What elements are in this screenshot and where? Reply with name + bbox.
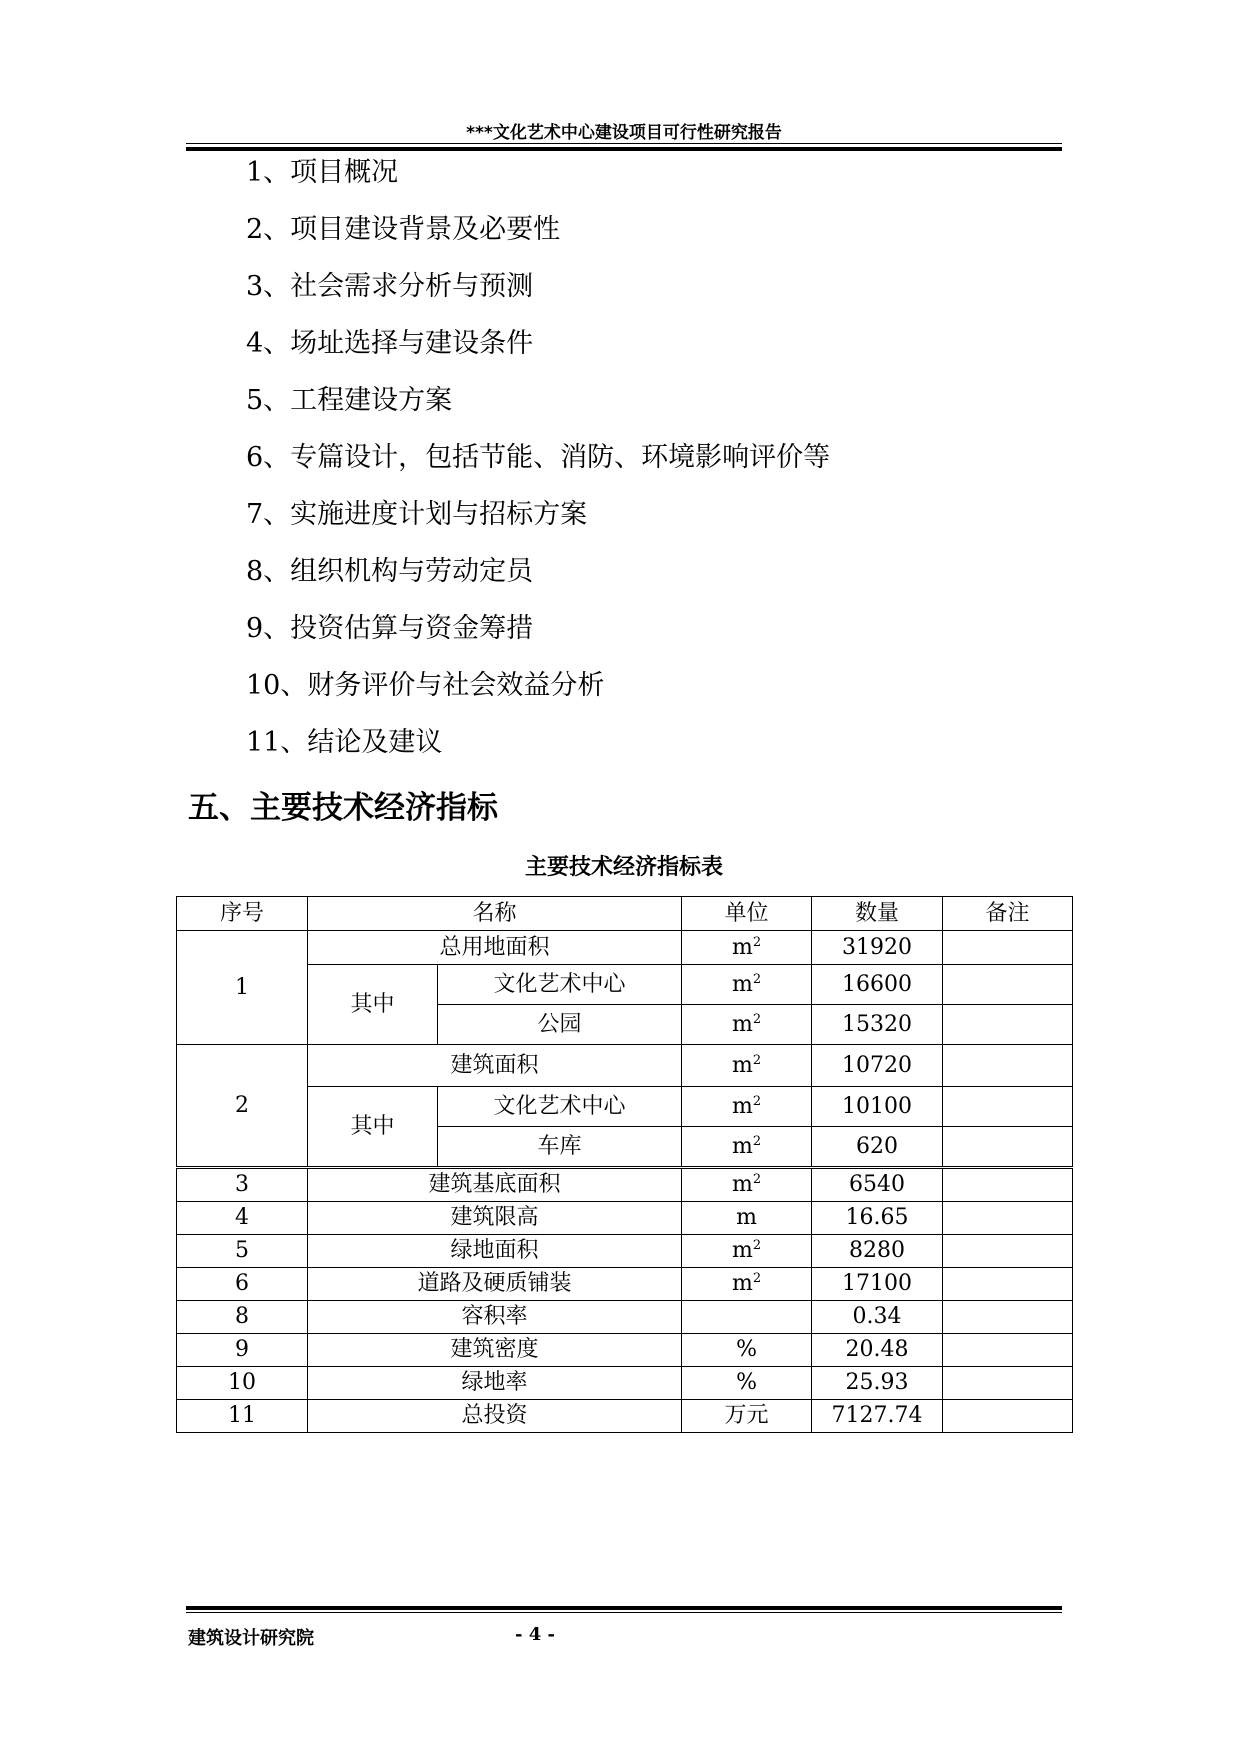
item-remark [943,1334,1073,1367]
item-name: 总用地面积 [308,931,682,965]
table-row [177,1301,1073,1334]
table-row [177,1400,1073,1433]
item-unit: $m^2$ [682,1268,812,1301]
item-name: 车库 [438,1127,682,1168]
subgroup-label: 其中 [308,1087,438,1168]
item-name: 建筑面积 [308,1045,682,1087]
item-unit: $m^2$ [682,931,812,965]
item-unit: $m^2$ [682,965,812,1005]
table-header-row [177,897,1073,931]
contents-item: 8、组织机构与劳动定员 [246,556,534,587]
item-name: 文化艺术中心 [438,1087,682,1127]
item-unit [682,1301,812,1334]
item-remark [943,1301,1073,1334]
table-row [177,1268,1073,1301]
item-name: 建筑密度 [308,1334,682,1367]
item-name: 建筑基底面积 [308,1168,682,1202]
row-number: 6 [177,1268,308,1301]
row-number: 5 [177,1235,308,1268]
table-row [177,931,1073,965]
item-remark [943,1087,1073,1127]
item-quantity: 0.34 [812,1301,943,1334]
table-caption: 主要技术经济指标表 [524,855,723,880]
subgroup-label: 其中 [308,965,438,1045]
item-remark [943,1202,1073,1235]
item-quantity: 15320 [812,1005,943,1045]
footer-rule-thin [186,1612,1062,1613]
table-row [177,1202,1073,1235]
item-remark [943,1367,1073,1400]
contents-list [246,150,830,777]
item-quantity: 620 [812,1127,943,1168]
item-remark [943,1168,1073,1202]
item-quantity: 7127.74 [812,1400,943,1433]
item-unit: $m^2$ [682,1168,812,1202]
header-cell-remark: 备注 [943,897,1073,931]
item-unit: $m^2$ [682,1235,812,1268]
contents-item: 6、专篇设计，包括节能、消防、环境影响评价等 [246,442,831,473]
item-unit: $m^2$ [682,1045,812,1087]
row-number: 2 [177,1045,308,1168]
table-row [177,965,1073,1005]
item-name: 绿地面积 [308,1235,682,1268]
item-unit: % [682,1334,812,1367]
table-row [177,1168,1073,1202]
item-quantity: 16600 [812,965,943,1005]
contents-item: 1、项目概况 [246,157,399,188]
table-row [177,1087,1073,1127]
contents-item: 11、结论及建议 [246,727,443,758]
item-unit: $m^2$ [682,1005,812,1045]
item-quantity: 8280 [812,1235,943,1268]
section-heading: 五、主要技术经济指标 [188,790,498,826]
indicators-table [176,896,1073,1433]
item-remark [943,1400,1073,1433]
item-remark [943,1005,1073,1045]
contents-item: 2、项目建设背景及必要性 [246,214,561,245]
row-number: 1 [177,931,308,1045]
contents-item: 9、投资估算与资金筹措 [246,613,534,644]
item-quantity: 16.65 [812,1202,943,1235]
item-quantity: 10100 [812,1087,943,1127]
item-unit: $m^2$ [682,1127,812,1168]
item-quantity: 31920 [812,931,943,965]
page-number: - 4 - [515,1624,555,1645]
item-remark [943,1268,1073,1301]
table-row [177,1235,1073,1268]
item-name: 建筑限高 [308,1202,682,1235]
table-row [177,1367,1073,1400]
item-unit: $m^2$ [682,1087,812,1127]
footer-organization: 建筑设计研究院 [188,1628,314,1649]
row-number: 4 [177,1202,308,1235]
header-cell-name: 名称 [308,897,682,931]
row-number: 10 [177,1367,308,1400]
item-remark [943,1235,1073,1268]
item-remark [943,1127,1073,1168]
item-name: 道路及硬质铺装 [308,1268,682,1301]
row-number: 8 [177,1301,308,1334]
contents-item: 10、财务评价与社会效益分析 [246,670,605,701]
item-quantity: 20.48 [812,1334,943,1367]
item-name: 公园 [438,1005,682,1045]
document-header-title: ***文化艺术中心建设项目可行性研究报告 [466,123,782,143]
table-row [177,1045,1073,1087]
item-remark [943,965,1073,1005]
contents-item: 5、工程建设方案 [246,385,453,416]
header-cell-no: 序号 [177,897,308,931]
header-cell-qty: 数量 [812,897,943,931]
item-quantity: 6540 [812,1168,943,1202]
item-remark [943,931,1073,965]
item-name: 总投资 [308,1400,682,1433]
item-remark [943,1045,1073,1087]
item-name: 绿地率 [308,1367,682,1400]
item-unit: m [682,1202,812,1235]
header-cell-unit: 单位 [682,897,812,931]
item-quantity: 17100 [812,1268,943,1301]
item-name: 文化艺术中心 [438,965,682,1005]
table-row [177,1334,1073,1367]
item-quantity: 10720 [812,1045,943,1087]
row-number: 3 [177,1168,308,1202]
row-number: 9 [177,1334,308,1367]
footer-rule-thick [186,1606,1062,1610]
contents-item: 7、实施进度计划与招标方案 [246,499,588,530]
item-unit: % [682,1367,812,1400]
contents-item: 3、社会需求分析与预测 [246,271,534,302]
item-unit: 万元 [682,1400,812,1433]
row-number: 11 [177,1400,308,1433]
header-rule-thin [186,143,1062,144]
item-name: 容积率 [308,1301,682,1334]
item-quantity: 25.93 [812,1367,943,1400]
contents-item: 4、场址选择与建设条件 [246,328,534,359]
